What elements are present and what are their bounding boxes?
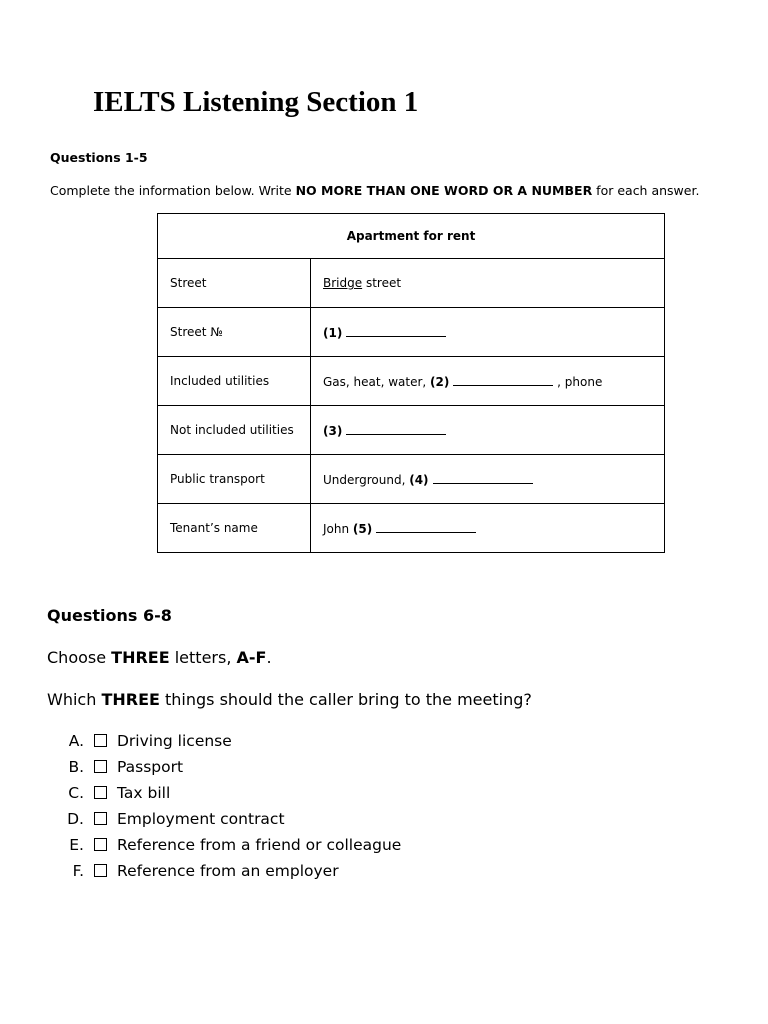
option-text: Driving license [117,732,232,750]
option-checkbox[interactable] [94,760,107,773]
row-label: Street [158,259,311,308]
apartment-table [157,213,665,553]
row-label: Tenant’s name [158,504,311,553]
option-letter: E. [69,836,84,854]
row-value [311,504,665,553]
row-label: Street № [158,308,311,357]
instruction-emphasis: NO MORE THAN ONE WORD OR A NUMBER [295,183,593,198]
option-text: Reference from an employer [117,862,339,880]
answer-blank-1[interactable] [346,324,446,337]
row-value [311,308,665,357]
value-prefix: John [323,522,353,536]
answer-blank-5[interactable] [376,520,476,533]
option-checkbox[interactable] [94,864,107,877]
table-row [158,308,665,357]
option-text: Employment contract [117,810,285,828]
choose-text: Choose [47,648,112,667]
table-header: Apartment for rent [158,214,665,259]
street-name: Bridge [323,276,363,290]
question-suffix: things should the caller bring to the meeting? [159,690,532,709]
value-suffix: , phone [553,375,603,389]
table-row [158,259,665,308]
value-prefix: Gas, heat, water, [323,375,431,389]
answer-blank-4[interactable] [433,471,533,484]
question-emphasis: THREE [101,690,160,709]
table-row [158,357,665,406]
value-prefix: Underground, [323,473,410,487]
street-suffix: street [362,276,402,290]
option-checkbox[interactable] [94,812,107,825]
table-row [158,406,665,455]
answer-blank-2[interactable] [453,373,553,386]
instruction-text-end: for each answer. [592,183,700,198]
question-number: (4) [409,473,429,487]
table-row [158,504,665,553]
choose-count: THREE [111,648,170,667]
row-value [311,357,665,406]
choose-text-end: . [266,648,272,667]
row-value [311,455,665,504]
option-letter: F. [72,862,84,880]
option-text: Reference from a friend or colleague [117,836,402,854]
question-number: (3) [323,424,343,438]
question-text [47,690,532,709]
option-checkbox[interactable] [94,786,107,799]
option-letter: A. [68,732,84,750]
question-number: (2) [430,375,450,389]
row-label: Included utilities [158,357,311,406]
row-value [311,259,665,308]
choose-instruction [47,648,272,667]
row-value [311,406,665,455]
option-letter: B. [68,758,84,776]
question-number: (5) [352,522,373,536]
question-prefix: Which [47,690,102,709]
option-letter: C. [68,784,84,802]
row-label: Not included utilities [158,406,311,455]
option-text: Tax bill [117,784,171,802]
questions-6-8-heading: Questions 6-8 [47,606,172,625]
table-row [158,455,665,504]
instruction-text: Complete the information below. Write [50,183,296,198]
questions-1-5-heading: Questions 1-5 [50,150,148,165]
choose-text-mid: letters, [169,648,237,667]
option-letter: D. [67,810,84,828]
option-checkbox[interactable] [94,734,107,747]
choose-range: A-F [236,648,267,667]
questions-1-5-instruction [50,183,699,198]
answer-blank-3[interactable] [346,422,446,435]
question-number: (1) [323,326,343,340]
option-checkbox[interactable] [94,838,107,851]
page-title: IELTS Listening Section 1 [93,86,419,118]
option-text: Passport [117,758,184,776]
row-label: Public transport [158,455,311,504]
